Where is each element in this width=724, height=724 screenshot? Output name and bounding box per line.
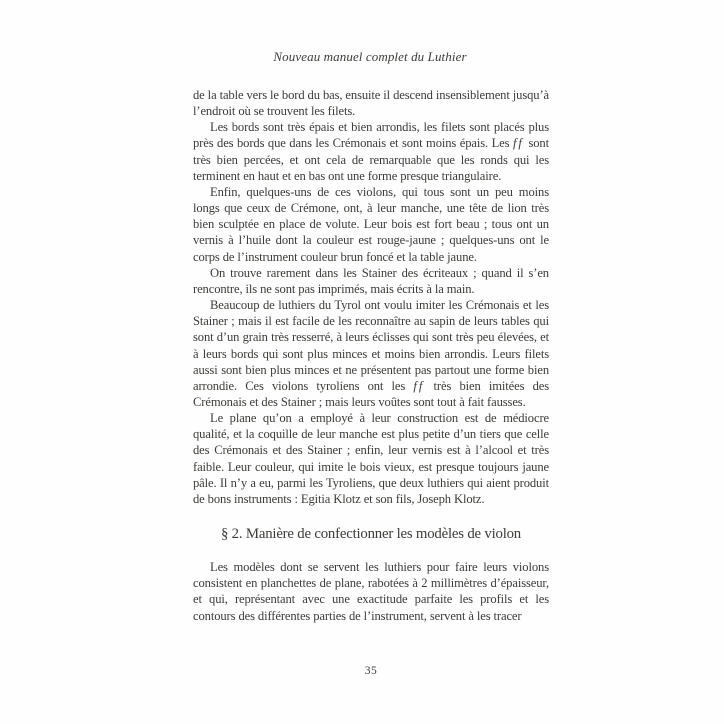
- text-run: sont très bien percées, et ont cela de remarquable que les ronds qui les terminent en haut et en bas ont une forme presque triangulaire.: [193, 136, 549, 183]
- paragraph: [193, 119, 549, 184]
- paragraph: [193, 184, 549, 265]
- text-run: On trouve rarement dans les Stainer des écriteaux ; quand il s’en rencontre, ils ne sont pas imprimés, mais écrits à la main.: [193, 265, 549, 296]
- paragraph: [193, 87, 549, 119]
- text-run: Beaucoup de luthiers du Tyrol ont voulu imiter les Crémonais et les Stainer ; mais il est facile de les reconnaître au sapin de leurs tables qui sont d’un grain très resserré, à leurs éclisses qui sont très peu élevées, et à leurs bords qui sont plus minces et moins bien arrondis. Leurs filets aussi sont bien plus minces et ne présentent pas partout une forme bien arrondie. Ces violons tyroliens ont les: [193, 298, 549, 393]
- text-run: Le plane qu’on a employé à leur construction est de médiocre qualité, et la coquille de leur manche est plus petite d’un tiers que celle des Crémonais et des Stainer ; enfin, leur vernis est à l’alcool et très faible. Leur couleur, qui imite le bois vieux, est presque toujours jaune pâle. Il n’y a eu, parmi les Tyroliens, que deux luthiers qui aient produit de bons instruments : Egitia Klotz et son fils, Joseph Klotz.: [193, 411, 549, 506]
- text-run: Enfin, quelques-uns de ces violons, qui tous sont un peu moins longs que ceux de Crémone, ont, à leur manche, une tête de lion très bien sculptée en place de volute. Leur bois est fort beau ; tous ont un vernis à l’huile dont la couleur est rouge-jaune ; quelques-uns ont le corps de l’instrument couleur brun foncé et la table jaune.: [193, 184, 549, 264]
- body-text-column: [193, 87, 549, 624]
- section-heading: § 2. Manière de confectionner les modèles de violon: [220, 526, 522, 543]
- paragraph: [193, 559, 549, 624]
- page-number: 35: [364, 665, 378, 677]
- text-run: de la table vers le bord du bas, ensuite il descend insensiblement jusqu’à l’endroit où se trouvent les filets.: [193, 88, 549, 119]
- ff-soundhole-term: ff: [512, 136, 524, 151]
- paragraphs-before-heading: [193, 87, 549, 507]
- paragraph: [193, 265, 549, 297]
- text-run: Les modèles dont se servent les luthiers pour faire leurs violons consistent en planchettes de plane, rabotées à 2 millimètres d’épaisseur, et qui, représentant avec une exactitude parfaite les profils et les contours des différentes parties de l’instrument, servent à les tracer: [193, 560, 549, 623]
- running-header: Nouveau manuel complet du Luthier: [273, 49, 467, 64]
- text-run: Les bords sont très épais et bien arrondis, les filets sont placés plus près des bords que dans les Crémonais et sont moins épais. Les: [193, 120, 549, 151]
- paragraph: [193, 410, 549, 507]
- text-run: très bien imitées des Crémonais et des Stainer ; mais leurs voûtes sont tout à fait fausses.: [193, 378, 549, 409]
- ff-soundhole-term: ff: [413, 378, 425, 393]
- paragraphs-after-heading: [193, 559, 549, 624]
- paragraph: [193, 297, 549, 410]
